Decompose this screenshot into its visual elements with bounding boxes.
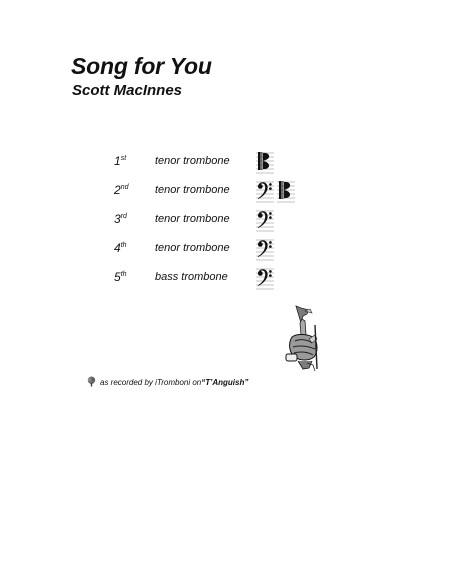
clef-group [256,180,295,204]
part-number-suffix: st [120,155,127,162]
recording-note-prefix: as recorded by iTromboni on [100,377,202,387]
album-title: “T’Anguish” [201,377,249,387]
part-number [114,183,128,197]
part-number-value: 5 [114,270,121,284]
tree-icon [86,376,97,389]
part-number-suffix: th [120,242,127,249]
part-row [0,180,450,204]
part-number-value: 2 [114,183,121,197]
composer-name: Scott MacInnes [72,82,183,99]
part-number-value: 4 [114,241,121,255]
part-number-suffix: nd [120,184,129,191]
clef-group [256,209,274,233]
part-row [0,151,450,175]
bass-clef-icon [256,238,274,262]
part-number-suffix: rd [120,213,127,220]
part-row [0,238,450,262]
clef-group [256,267,274,291]
part-number-value: 1 [114,154,121,168]
bass-clef-icon [256,267,274,291]
clef-group [256,238,274,262]
piece-title: Song for You [71,53,212,79]
part-row [0,209,450,233]
instrument-name: tenor trombone [155,155,230,167]
bass-clef-icon [256,209,274,233]
bass-clef-icon [256,180,274,204]
clef-group [256,151,274,175]
instrument-name: bass trombone [155,271,228,283]
part-number-suffix: th [120,271,127,278]
part-number [114,241,127,255]
part-number-value: 3 [114,212,121,226]
recording-note [86,375,248,389]
trombone-player-illustration [279,305,323,378]
part-number [114,212,127,226]
part-row [0,267,450,291]
instrument-name: tenor trombone [155,213,230,225]
instrument-name: tenor trombone [155,184,230,196]
part-number [114,270,127,284]
part-number [114,154,126,168]
tenor-clef-icon [277,180,295,204]
instrument-name: tenor trombone [155,242,230,254]
tenor-clef-icon [256,151,274,175]
